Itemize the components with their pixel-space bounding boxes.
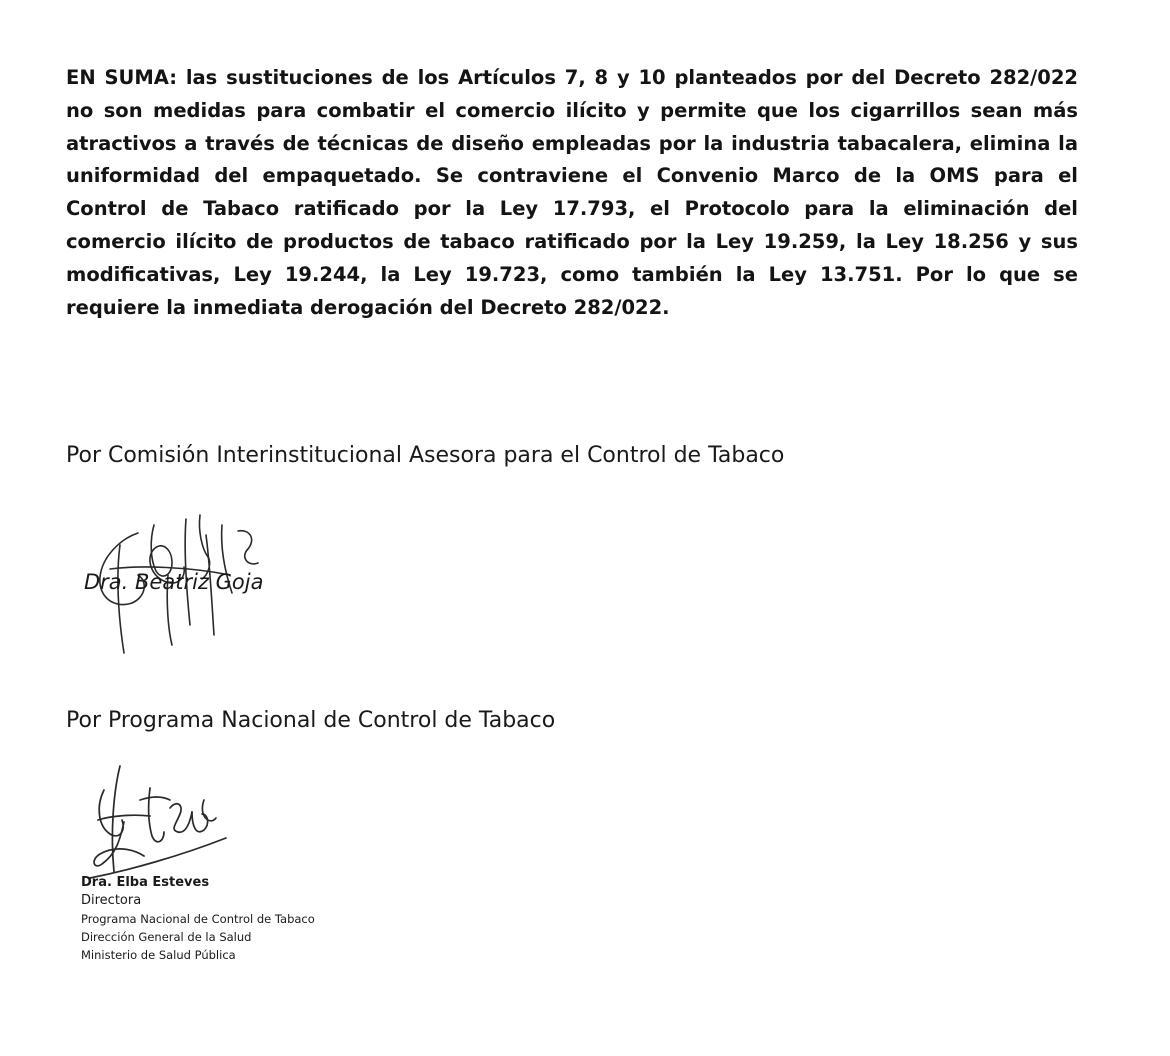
summary-line: Control de Tabaco ratificado por la Ley 17.793, el Protocolo para la eliminación del — [66, 197, 1078, 221]
summary-line: uniformidad del empaquetado. Se contraviene el Convenio Marco de la OMS para el — [66, 164, 1078, 188]
on-behalf-of-program: Por Programa Nacional de Control de Tabaco — [66, 708, 556, 733]
summary-line: comercio ilícito de productos de tabaco ratificado por la Ley 19.259, la Ley 18.256 y sus — [66, 229, 1078, 253]
signer-details — [81, 874, 315, 964]
summary-paragraph — [66, 62, 1078, 324]
signer-name: Dra. Elba Esteves — [81, 875, 210, 890]
summary-line: atractivos a través de técnicas de diseño empleadas por la industria tabacalera, elimina la — [66, 131, 1078, 155]
summary-line: modificativas, Ley 19.244, la Ley 19.723, como también la Ley 13.751. Por lo que se — [66, 262, 1078, 286]
signer-organization-line: Ministerio de Salud Pública — [81, 948, 236, 962]
summary-line: requiere la inmediata derogación del Decreto 282/022. — [66, 295, 670, 319]
on-behalf-of-commission: Por Comisión Interinstitucional Asesora para el Control de Tabaco — [66, 443, 785, 468]
signature-2 — [80, 760, 240, 885]
summary-line: no son medidas para combatir el comercio ilícito y permite que los cigarrillos sean más — [66, 98, 1078, 122]
summary-line: EN SUMA: las sustituciones de los Artículos 7, 8 y 10 planteados por del Decreto 282/022 — [66, 66, 1078, 89]
signer-organization-line: Programa Nacional de Control de Tabaco — [81, 912, 315, 926]
handwritten-signature-icon — [80, 760, 240, 885]
signer-organization-line: Dirección General de la Salud — [81, 930, 252, 944]
signer-role: Directora — [81, 893, 142, 908]
typed-signer-name: Dra. Beatriz Goja — [84, 570, 264, 594]
